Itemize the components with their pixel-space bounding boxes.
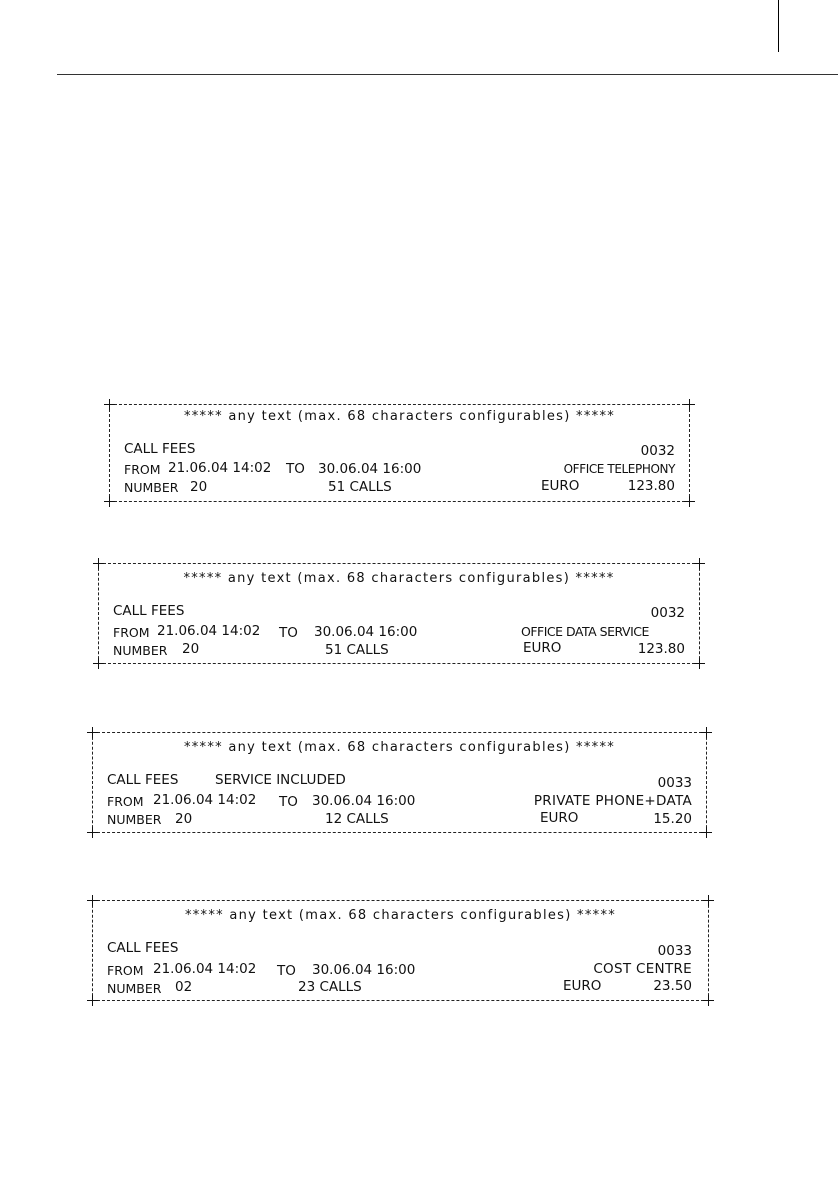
ticket-code: 0033 <box>657 775 692 791</box>
fee-ticket-office-telephony <box>109 404 690 502</box>
corner-mark <box>703 895 714 906</box>
header-rule <box>57 74 838 75</box>
calls-count: 51 CALLS <box>325 642 389 658</box>
to-label: TO <box>279 625 298 641</box>
fee-ticket-cost-centre <box>92 900 709 1001</box>
number-label: NUMBER <box>107 812 162 827</box>
amount-value: 123.80 <box>637 641 685 657</box>
service-name: OFFICE DATA SERVICE <box>521 624 649 639</box>
crop-mark <box>778 0 779 52</box>
calls-count: 23 CALLS <box>298 979 362 995</box>
corner-mark <box>104 496 115 507</box>
service-name: COST CENTRE <box>593 961 692 977</box>
number-value: 20 <box>182 641 200 657</box>
to-value: 30.06.04 16:00 <box>312 793 416 809</box>
service-name: PRIVATE PHONE+DATA <box>533 793 692 809</box>
currency-label: EURO <box>540 810 579 826</box>
ticket-title: CALL FEES <box>107 772 179 788</box>
number-value: 20 <box>175 811 193 827</box>
from-value: 21.06.04 14:02 <box>153 792 257 808</box>
from-label: FROM <box>107 963 144 978</box>
ticket-subtitle: SERVICE INCLUDED <box>215 772 346 788</box>
ticket-title: CALL FEES <box>113 603 185 619</box>
number-label: NUMBER <box>124 480 179 495</box>
amount-value: 23.50 <box>653 978 692 994</box>
service-name: OFFICE TELEPHONY <box>563 462 675 476</box>
ticket-header: ***** any text (max. 68 characters configurables) ***** <box>183 571 615 586</box>
to-value: 30.06.04 16:00 <box>314 624 418 640</box>
from-value: 21.06.04 14:02 <box>168 460 272 476</box>
from-value: 21.06.04 14:02 <box>153 961 257 977</box>
corner-mark <box>701 727 712 738</box>
amount-value: 123.80 <box>627 478 675 494</box>
corner-mark <box>87 895 98 906</box>
amount-value: 15.20 <box>653 811 692 827</box>
to-label: TO <box>277 963 296 979</box>
number-label: NUMBER <box>107 981 162 996</box>
from-label: FROM <box>113 625 150 640</box>
ticket-title: CALL FEES <box>107 940 179 956</box>
ticket-code: 0033 <box>657 943 692 959</box>
corner-mark <box>87 995 98 1006</box>
corner-mark <box>703 995 714 1006</box>
calls-count: 51 CALLS <box>328 479 392 495</box>
to-value: 30.06.04 16:00 <box>312 962 416 978</box>
fee-ticket-private-phone-data <box>92 732 707 833</box>
corner-mark <box>93 658 104 669</box>
corner-mark <box>93 558 104 569</box>
number-label: NUMBER <box>113 643 168 658</box>
corner-mark <box>87 727 98 738</box>
currency-label: EURO <box>523 640 562 656</box>
ticket-code: 0032 <box>650 605 685 621</box>
to-value: 30.06.04 16:00 <box>318 461 422 477</box>
ticket-header: ***** any text (max. 68 characters configurables) ***** <box>184 908 617 923</box>
corner-mark <box>694 558 705 569</box>
corner-mark <box>701 827 712 838</box>
from-label: FROM <box>107 794 144 809</box>
to-label: TO <box>286 461 305 477</box>
from-label: FROM <box>124 462 161 477</box>
number-value: 20 <box>190 479 208 495</box>
ticket-title: CALL FEES <box>124 441 196 457</box>
from-value: 21.06.04 14:02 <box>157 623 261 639</box>
to-label: TO <box>279 794 298 810</box>
corner-mark <box>684 496 695 507</box>
calls-count: 12 CALLS <box>325 811 389 827</box>
ticket-header: ***** any text (max. 68 characters configurables) ***** <box>183 409 616 424</box>
corner-mark <box>694 658 705 669</box>
ticket-header: ***** any text (max. 68 characters configurables) ***** <box>183 740 616 755</box>
currency-label: EURO <box>541 478 580 494</box>
corner-mark <box>87 827 98 838</box>
ticket-code: 0032 <box>640 443 675 459</box>
fee-ticket-office-data-service <box>98 563 700 664</box>
number-value: 02 <box>175 979 193 995</box>
currency-label: EURO <box>563 978 602 994</box>
